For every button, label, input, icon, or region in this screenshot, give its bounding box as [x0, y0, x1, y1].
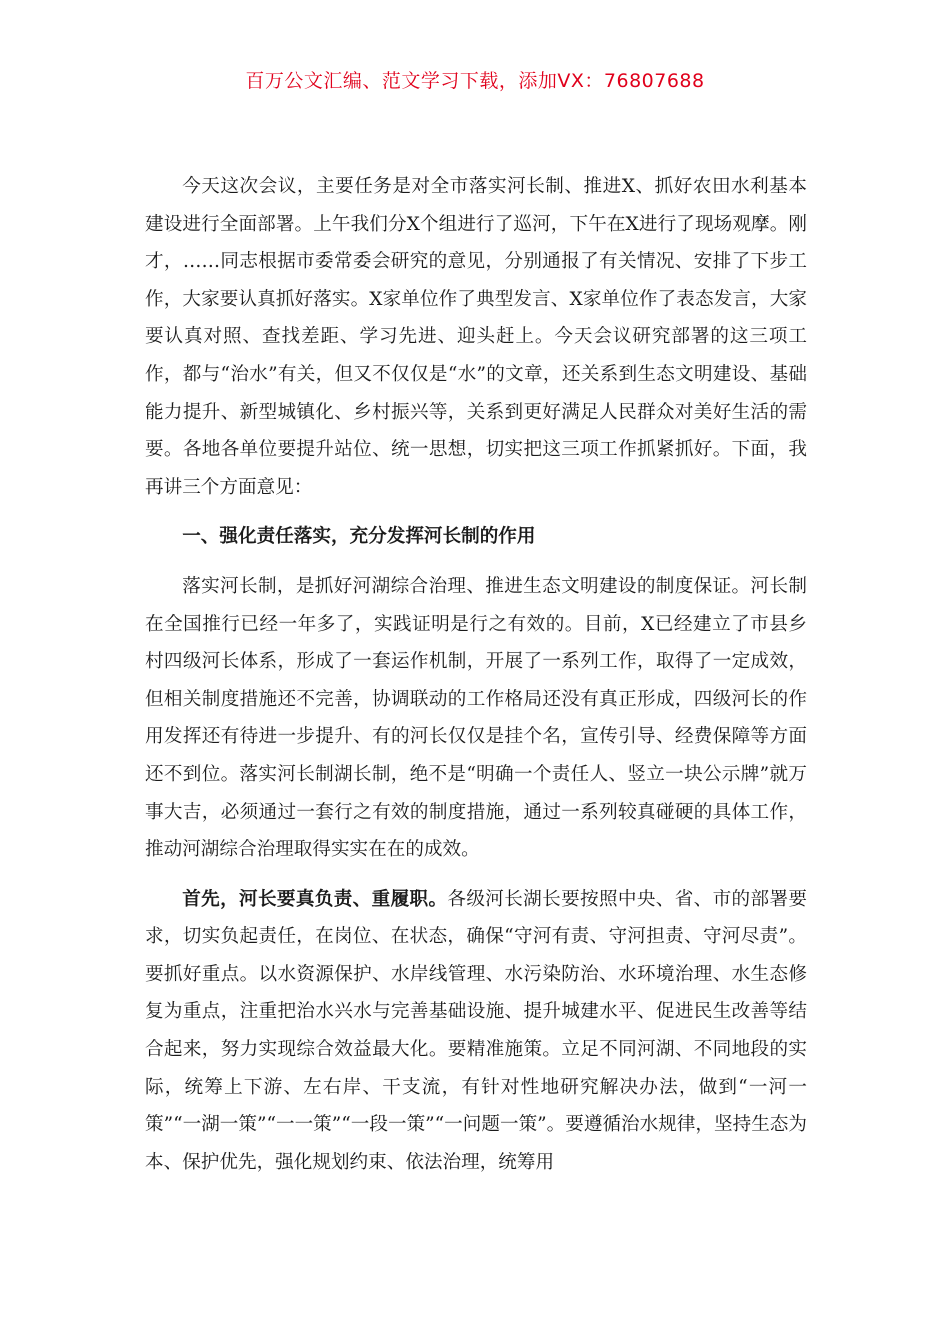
paragraph-body-text: 各级河长湖长要按照中央、省、市的部署要求，切实负起责任，在岗位、在状态，确保“守河有责、守河担责、守河尽责”。要抓好重点。以水资源保护、水岸线管理、水污染防治、水环境治理、水生态修复为重点，注重把治水兴水与完善基础设施、提升城建水平、促进民生改善等结合起来，努力实现综合效益最大化。要精准施策。立足不同河湖、不同地段的实际，统筹上下游、左右岸、干支流，有针对性地研究解决办法，做到“一河一策”“一湖一策”“一一策”“一段一策”“一问题一策”。要遵循治水规律，坚持生态为本、保护优先，强化规划约束、依法治理，统筹用 — [145, 888, 807, 1173]
paragraph-intro: 今天这次会议，主要任务是对全市落实河长制、推进X、抓好农田水利基本建设进行全面部署。上午我们分X个组进行了巡河，下午在X进行了现场观摩。刚才，……同志根据市委常委会研究的意见，分别通报了有关情况、安排了下步工作，大家要认真抓好落实。X家单位作了典型发言、X家单位作了表态发言，大家要认真对照、查找差距、学习先进、迎头赶上。今天会议研究部署的这三项工作，都与“治水”有关，但又不仅仅是“水”的文章，还关系到生态文明建设、基础能力提升、新型城镇化、乡村振兴等，关系到更好满足人民群众对美好生活的需要。各地各单位要提升站位、统一思想，切实把这三项工作抓紧抓好。下面，我再讲三个方面意见： — [145, 176, 807, 498]
document-body — [145, 168, 807, 1193]
paragraph-river-chief-system: 落实河长制，是抓好河湖综合治理、推进生态文明建设的制度保证。河长制在全国推行已经一年多了，实践证明是行之有效的。目前，X已经建立了市县乡村四级河长体系，形成了一套运作机制，开展了一系列工作，取得了一定成效，但相关制度措施还不完善，协调联动的工作格局还没有真正形成，四级河长的作用发挥还有待进一步提升、有的河长仅仅是挂个名，宣传引导、经费保障等方面还不到位。落实河长制湖长制，绝不是“明确一个责任人、竖立一块公示牌”就万事大吉，必须通过一套行之有效的制度措施，通过一系列较真碰硬的具体工作，推动河湖综合治理取得实实在在的成效。 — [145, 575, 807, 861]
paragraph-first-point — [145, 881, 807, 1182]
paragraph-lead-phrase: 首先，河长要真负责、重履职。 — [182, 888, 448, 910]
section-heading-1: 一、强化责任落实，充分发挥河长制的作用 — [182, 526, 536, 548]
header-banner: 百万公文汇编、范文学习下载，添加VX：76807688 — [245, 70, 705, 92]
